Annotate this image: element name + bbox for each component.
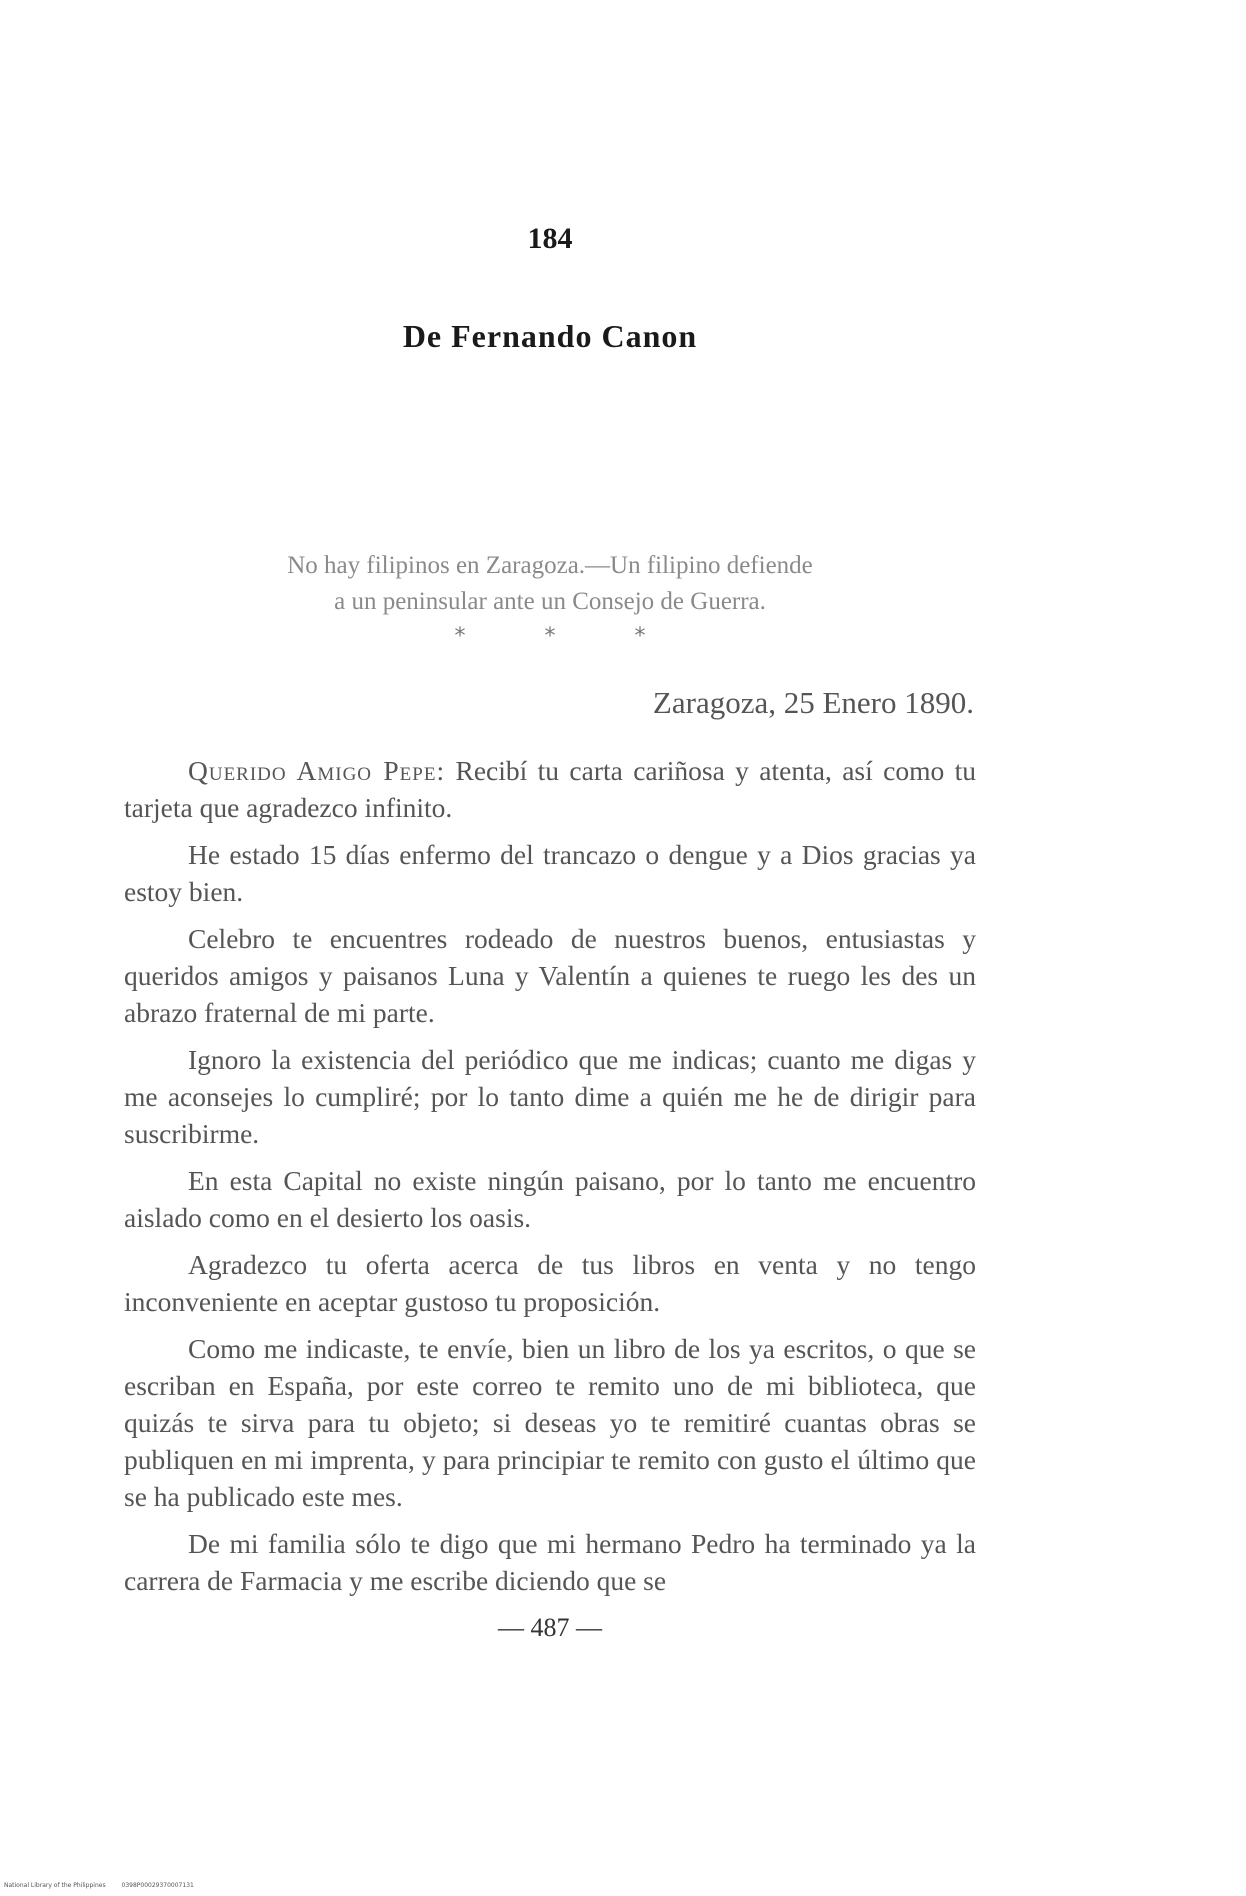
footer-library: National Library of the Philippines (4, 1882, 106, 1889)
footer-code: 0398P00029370007131 (121, 1882, 194, 1889)
summary-line: a un peninsular ante un Consejo de Guerra. (334, 588, 766, 615)
salutation: Querido Amigo Pepe: (188, 755, 446, 786)
letter-body (124, 752, 976, 1609)
summary-line: No hay filipinos en Zaragoza.—Un filipino defiende (287, 552, 813, 579)
paragraph: Agradezco tu oferta acerca de tus libros en venta y no tengo inconveniente en aceptar gustoso tu proposición. (124, 1249, 976, 1317)
letter-number: 184 (527, 222, 573, 255)
paragraph: De mi familia sólo te digo que mi hermano Pedro ha terminado ya la carrera de Farmacia y me escribe diciendo que se (124, 1528, 976, 1596)
paragraph: Ignoro la existencia del periódico que me indicas; cuanto me digas y me aconsejes lo cumpliré; por lo tanto dime a quién me he de dirigir para suscribirme. (124, 1044, 976, 1149)
paragraph: Celebro te encuentres rodeado de nuestros buenos, entusiastas y queridos amigos y paisanos Luna y Valentín a quienes te ruego les des un abrazo fraternal de mi parte. (124, 923, 976, 1028)
letter-title: De Fernando Canon (402, 318, 698, 354)
paragraph: Como me indicaste, te envíe, bien un libro de los ya escritos, o que se escriban en España, por este correo te remito uno de mi biblioteca, que quizás te sirva para tu objeto; si deseas yo te remitiré cuantas obras se publiquen en mi imprenta, y para principiar te remito con gusto el último que se ha publicado este mes. (124, 1333, 976, 1512)
dateline: Zaragoza, 25 Enero 1890. (652, 685, 974, 720)
page-number: — 487 — (498, 1613, 602, 1642)
paragraph: He estado 15 días enfermo del trancazo o dengue y a Dios gracias ya estoy bien. (124, 839, 976, 907)
asterism-separator: * * * (454, 624, 682, 649)
paragraph-text: Recibí tu carta cariñosa y atenta, así como tu tarjeta que agradezco infinito. (124, 755, 976, 823)
paragraph: En esta Capital no existe ningún paisano, por lo tanto me encuentro aislado como en el desierto los oasis. (124, 1165, 976, 1233)
letter-summary (200, 548, 900, 620)
paragraph (124, 752, 976, 826)
scan-footer (4, 1882, 208, 1889)
